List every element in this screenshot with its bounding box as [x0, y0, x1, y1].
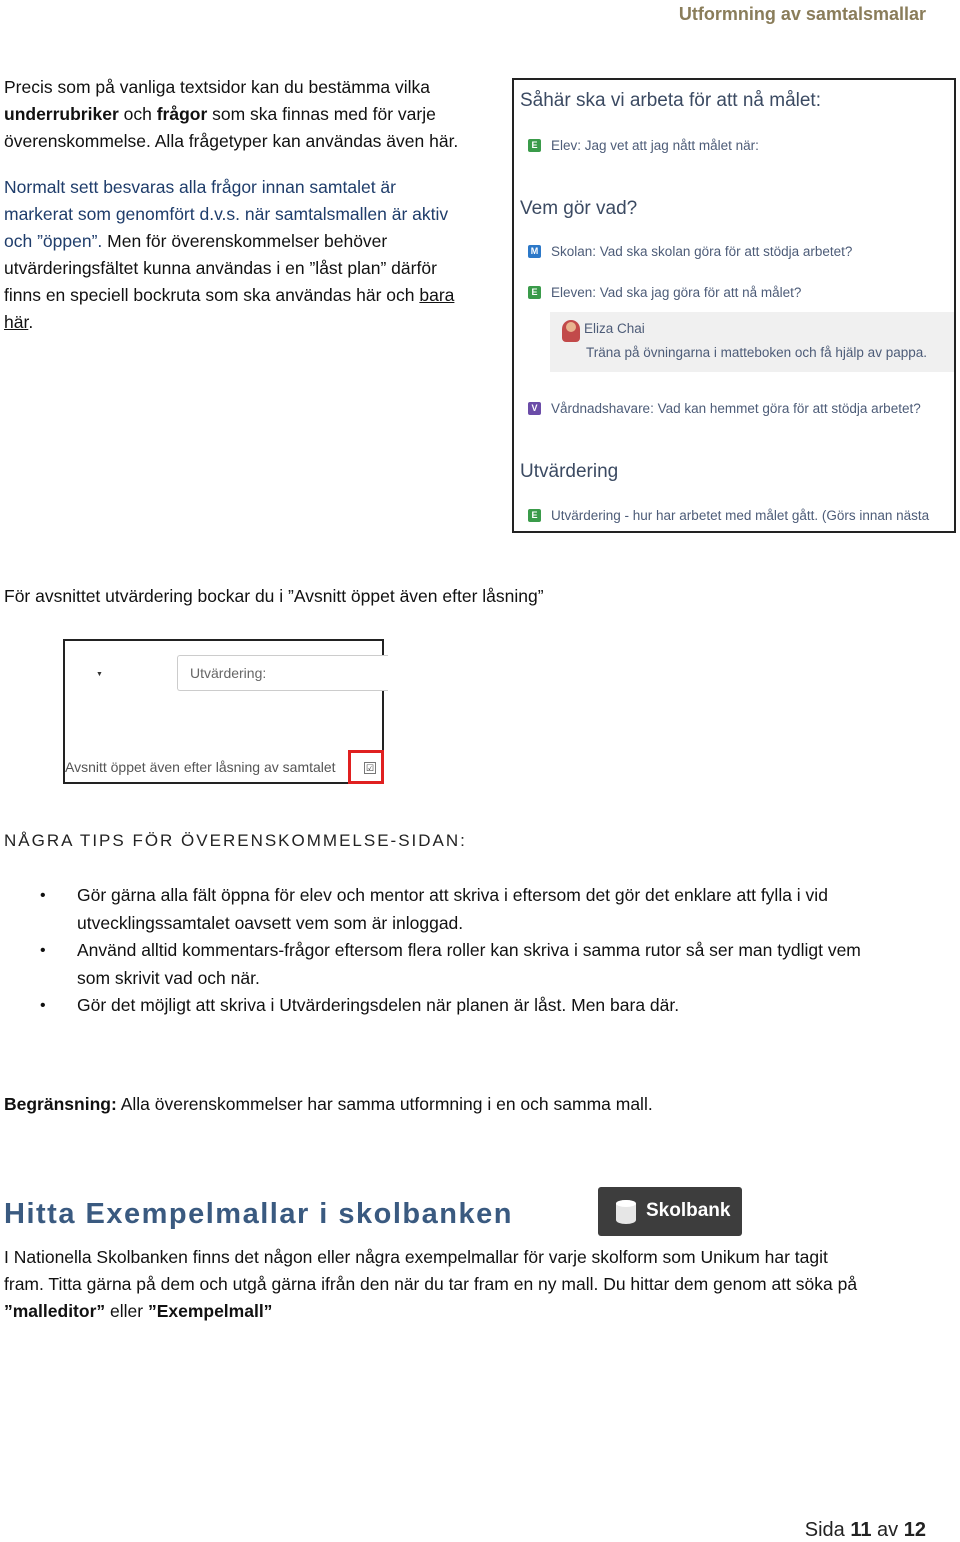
intro-line: underrubriker och frågor som ska finnas med för varje [4, 104, 436, 124]
screenshot-agreement-form [512, 78, 956, 533]
question-row: V Vårdnadshavare: Vad kan hemmet göra för att stödja arbetet? [528, 401, 921, 416]
student-badge-icon: E [528, 139, 541, 152]
tips-heading: NÅGRA TIPS FÖR ÖVERENSKOMMELSE-SIDAN: [4, 831, 467, 850]
skolbank-paragraph: I Nationella Skolbanken finns det någon eller några exempelmallar för varje skolform som Unikum har tagit fram. Titta gärna på dem och utgå gärna ifrån den när du tar fram en ny mall. Du hittar dem genom att söka på ”malleditor” eller ”Exempelmall” [4, 1247, 858, 1321]
list-item: • Använd alltid kommentars-frågor eftersom flera roller kan skriva i samma rutor så ser man tydligt vem som skrivit vad och när. [0, 937, 940, 992]
tips-list [0, 882, 940, 1020]
intro-line: här. [4, 312, 34, 332]
open-after-lock-checkbox: ☑ [365, 763, 375, 773]
list-item: • Gör det möjligt att skriva i Utvärderingsdelen när planen är låst. Men bara där. [0, 992, 940, 1020]
student-badge-icon: E [528, 509, 541, 522]
comment-box [550, 312, 956, 372]
section-name-field: Utvärdering: [177, 655, 388, 691]
section-heading: Såhär ska vi arbeta för att nå målet: [520, 90, 821, 111]
bold-term: underrubriker [4, 104, 119, 124]
section-heading: Utvärdering [520, 461, 619, 482]
question-row: E Utvärdering - hur har arbetet med målet gått. (Görs innan nästa [528, 508, 929, 523]
comment-text: Träna på övningarna i matteboken och få hjälp av pappa. [586, 345, 927, 360]
avatar [562, 320, 580, 342]
database-icon [616, 1200, 636, 1224]
bold-term: frågor [156, 104, 208, 124]
page-header-title: Utformning av samtalsmallar [678, 4, 926, 24]
highlight-box [348, 750, 384, 784]
bullet-icon: • [40, 942, 46, 959]
intro-line: markerat som genomfört d.v.s. när samtalsmallen är aktiv [4, 204, 449, 224]
limitation-paragraph: Begränsning: Alla överenskommelser har samma utformning i en och samma mall. [4, 1094, 653, 1114]
question-row: E Elev: Jag vet att jag nått målet när: [528, 138, 759, 153]
chevron-down-icon: ▼ [96, 671, 103, 678]
question-row: M Skolan: Vad ska skolan göra för att stödja arbetet? [528, 244, 852, 259]
guardian-badge-icon: V [528, 402, 541, 415]
student-badge-icon: E [528, 286, 541, 299]
bullet-icon: • [40, 997, 46, 1014]
intro-paragraph [4, 74, 504, 336]
evaluation-paragraph: För avsnittet utvärdering bockar du i ”Avsnitt öppet även efter låsning” [4, 586, 544, 606]
bullet-icon: • [40, 887, 46, 904]
intro-line: finns en speciell bockruta som ska användas här och bara [4, 285, 455, 305]
intro-line: utvärderingsfältet kunna användas i en ”låst plan” därför [4, 258, 437, 278]
intro-line: Normalt sett besvaras alla frågor innan samtalet är [4, 177, 396, 197]
intro-line: Precis som på vanliga textsidor kan du bestämma vilka [4, 77, 431, 97]
question-row: E Eleven: Vad ska jag göra för att nå målet? [528, 285, 801, 300]
page-number: Sida 11 av 12 [804, 1519, 926, 1541]
list-item: • Gör gärna alla fält öppna för elev och mentor att skriva i eftersom det gör det enklare att fylla i vid utvecklingssamtalet oavsett vem som är inloggad. [0, 882, 940, 937]
mentor-badge-icon: M [528, 245, 541, 258]
screenshot-section-settings [63, 639, 384, 784]
intro-line: och ”öppen”. Men för överenskommelser behöver [4, 231, 388, 251]
skolbank-logo: Skolbank [598, 1187, 742, 1236]
section-heading: Hitta Exempelmallar i skolbanken [4, 1198, 513, 1230]
checkbox-label: Avsnitt öppet även efter låsning av samtalet [65, 759, 336, 775]
comment-author: Eliza Chai [584, 321, 645, 336]
section-heading: Vem gör vad? [520, 198, 638, 219]
intro-line: överenskommelse. Alla frågetyper kan användas även här. [4, 131, 459, 151]
